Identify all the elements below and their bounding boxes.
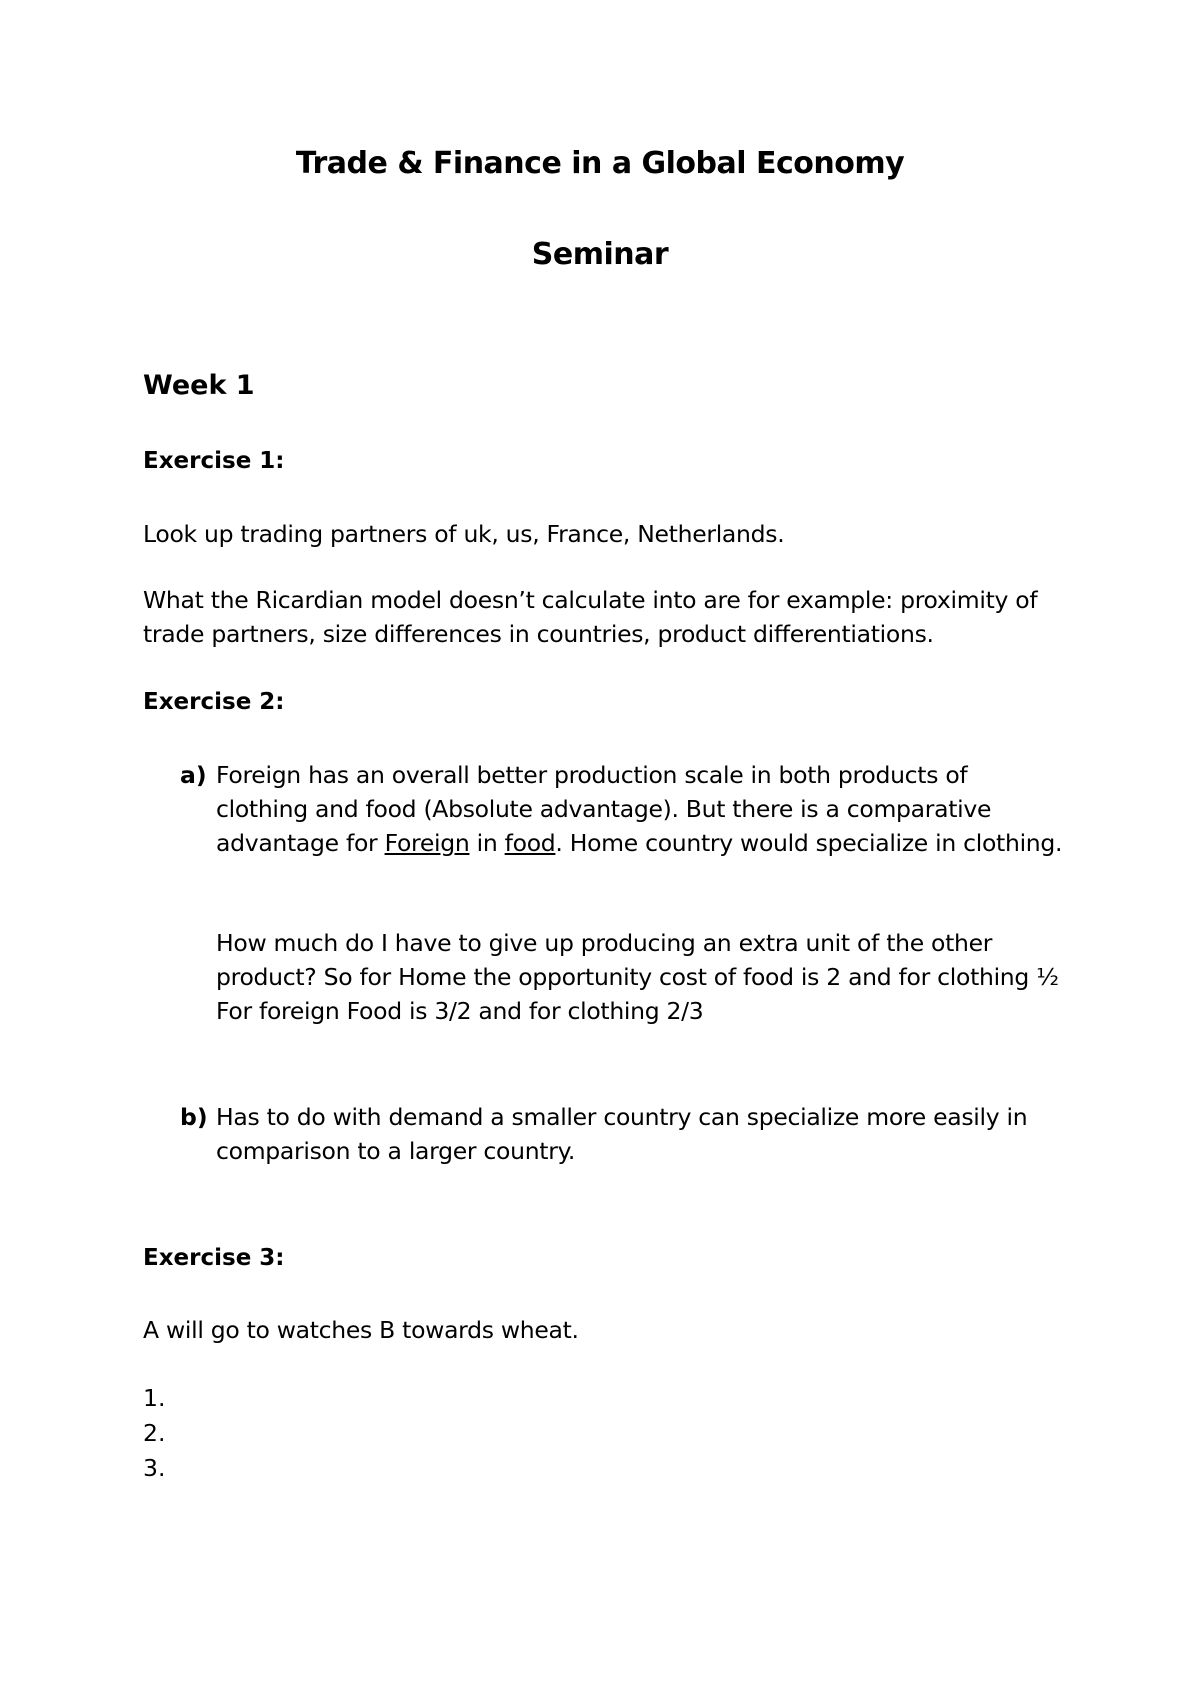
exercise-3-numbered-list bbox=[143, 1381, 165, 1486]
week-heading: Week 1 bbox=[143, 370, 255, 401]
item-a-text bbox=[216, 758, 1066, 860]
exercise-1-paragraph-2: What the Ricardian model doesn’t calculate into are for example: proximity of trade partners, size differences in countries, product differentiations. bbox=[143, 586, 1038, 648]
document-subtitle: Seminar bbox=[531, 237, 669, 272]
underlined-food: food bbox=[504, 829, 556, 857]
list-item: 1. bbox=[143, 1384, 166, 1412]
item-a-text-part-1: Foreign has an overall better production scale in both products of clothing and food (Absolute advantage). But there is a comparative advantage for bbox=[216, 761, 992, 857]
list-item: 2. bbox=[143, 1419, 166, 1447]
document-title: Trade & Finance in a Global Economy bbox=[295, 146, 905, 181]
list-item: 3. bbox=[143, 1454, 166, 1482]
item-b-text: Has to do with demand a smaller country can specialize more easily in comparison to a larger country. bbox=[216, 1103, 1028, 1165]
item-a-followup-line-2: For foreign Food is 3/2 and for clothing 2/3 bbox=[216, 997, 704, 1025]
exercise-1-heading: Exercise 1: bbox=[143, 448, 285, 474]
item-a-text-part-3: . Home country would specialize in clothing. bbox=[555, 829, 1063, 857]
exercise-2-heading: Exercise 2: bbox=[143, 689, 285, 715]
item-b-label: b) bbox=[180, 1103, 208, 1131]
exercise-1-paragraph-1: Look up trading partners of uk, us, France, Netherlands. bbox=[143, 520, 785, 548]
item-a-text-part-2: in bbox=[469, 829, 505, 857]
exercise-3-heading: Exercise 3: bbox=[143, 1245, 285, 1271]
item-a-followup-line-1: How much do I have to give up producing an extra unit of the other product? So for Home the opportunity cost of food is 2 and for clothing ½ bbox=[216, 929, 1059, 991]
exercise-3-paragraph: A will go to watches B towards wheat. bbox=[143, 1316, 579, 1344]
underlined-foreign: Foreign bbox=[384, 829, 470, 857]
item-a-followup bbox=[216, 926, 1066, 1028]
item-a-label: a) bbox=[180, 761, 207, 789]
